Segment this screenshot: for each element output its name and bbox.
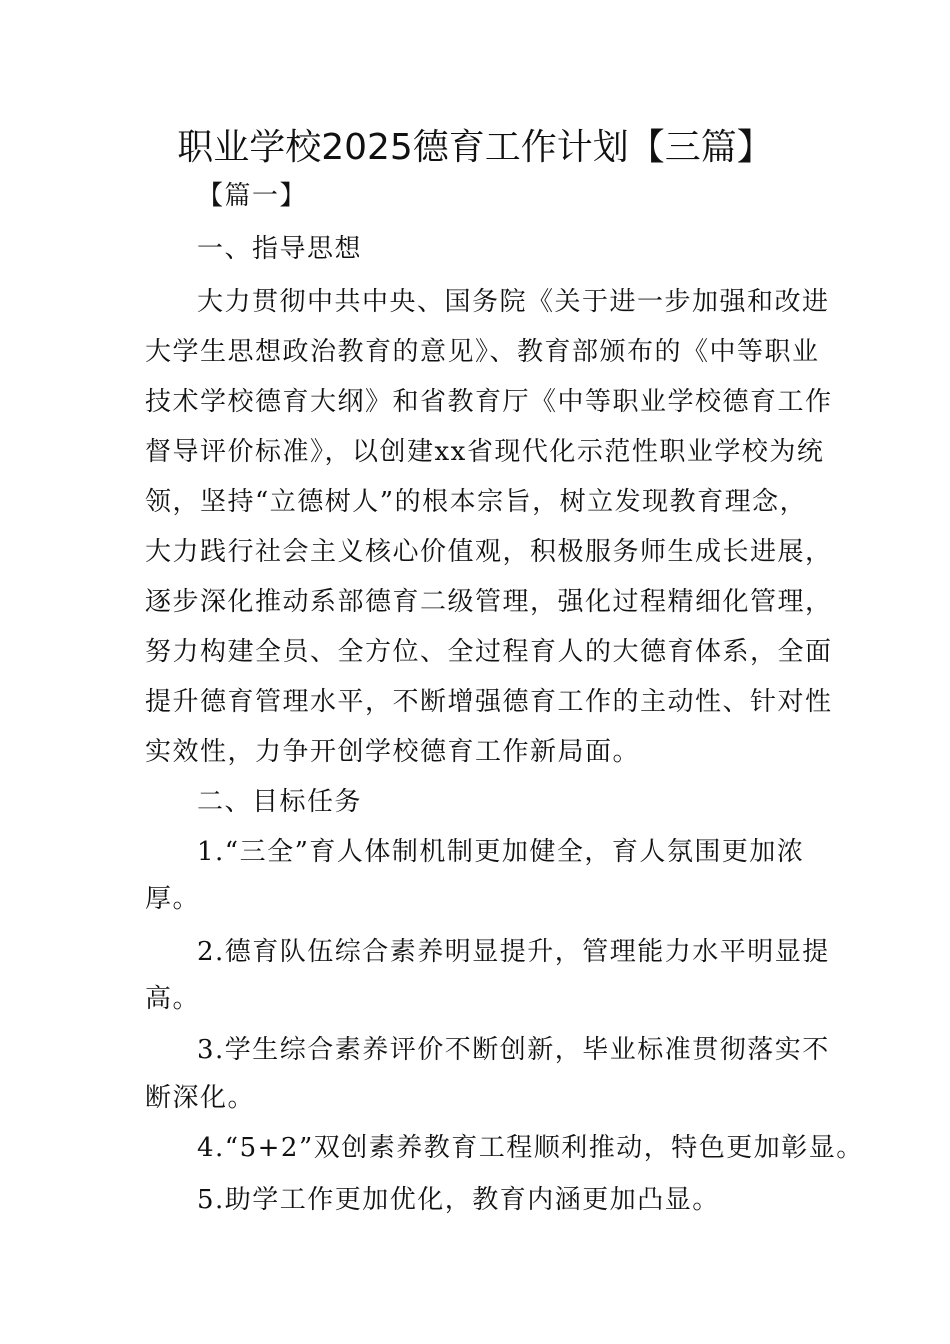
paragraph-line: 督导评价标准》，以创建xx省现代化示范性职业学校为统 — [145, 437, 825, 467]
list-item-line: 厚。 — [145, 884, 201, 914]
paragraph-line: 实效性，力争开创学校德育工作新局面。 — [145, 737, 641, 767]
paragraph-line: 逐步深化推动系部德育二级管理，强化过程精细化管理， — [145, 587, 833, 617]
document-title: 职业学校2025德育工作计划【三篇】 — [177, 127, 773, 168]
paragraph-line: 努力构建全员、全方位、全过程育人的大德育体系，全面 — [145, 637, 833, 667]
section-label: 【篇一】 — [197, 181, 308, 211]
list-item-line: 4.“5+2”双创素养教育工程顺利推动，特色更加彰显。 — [197, 1133, 864, 1163]
paragraph-line: 大力贯彻中共中央、国务院《关于进一步加强和改进 — [197, 287, 830, 317]
paragraph-line: 大力践行社会主义核心价值观，积极服务师生成长进展， — [145, 537, 833, 567]
paragraph-line: 大学生思想政治教育的意见》、教育部颁布的《中等职业 — [145, 337, 820, 367]
list-item-line: 2.德育队伍综合素养明显提升，管理能力水平明显提 — [197, 937, 830, 967]
list-item-line: 断深化。 — [145, 1083, 256, 1113]
list-item-line: 高。 — [145, 984, 201, 1014]
list-item-line: 1.“三全”育人体制机制更加健全，育人氛围更加浓 — [197, 837, 805, 867]
paragraph-line: 提升德育管理水平，不断增强德育工作的主动性、针对性 — [145, 687, 833, 717]
list-item-line: 5.助学工作更加优化，教育内涵更加凸显。 — [197, 1185, 720, 1215]
paragraph-line: 技术学校德育大纲》和省教育厅《中等职业学校德育工作 — [145, 387, 833, 417]
heading-guiding-ideology: 一、指导思想 — [197, 234, 363, 264]
paragraph-line: 领，坚持“立德树人”的根本宗旨，树立发现教育理念， — [145, 487, 808, 517]
list-item-line: 3.学生综合素养评价不断创新，毕业标准贯彻落实不 — [197, 1035, 830, 1065]
heading-goals-tasks: 二、目标任务 — [197, 787, 363, 817]
